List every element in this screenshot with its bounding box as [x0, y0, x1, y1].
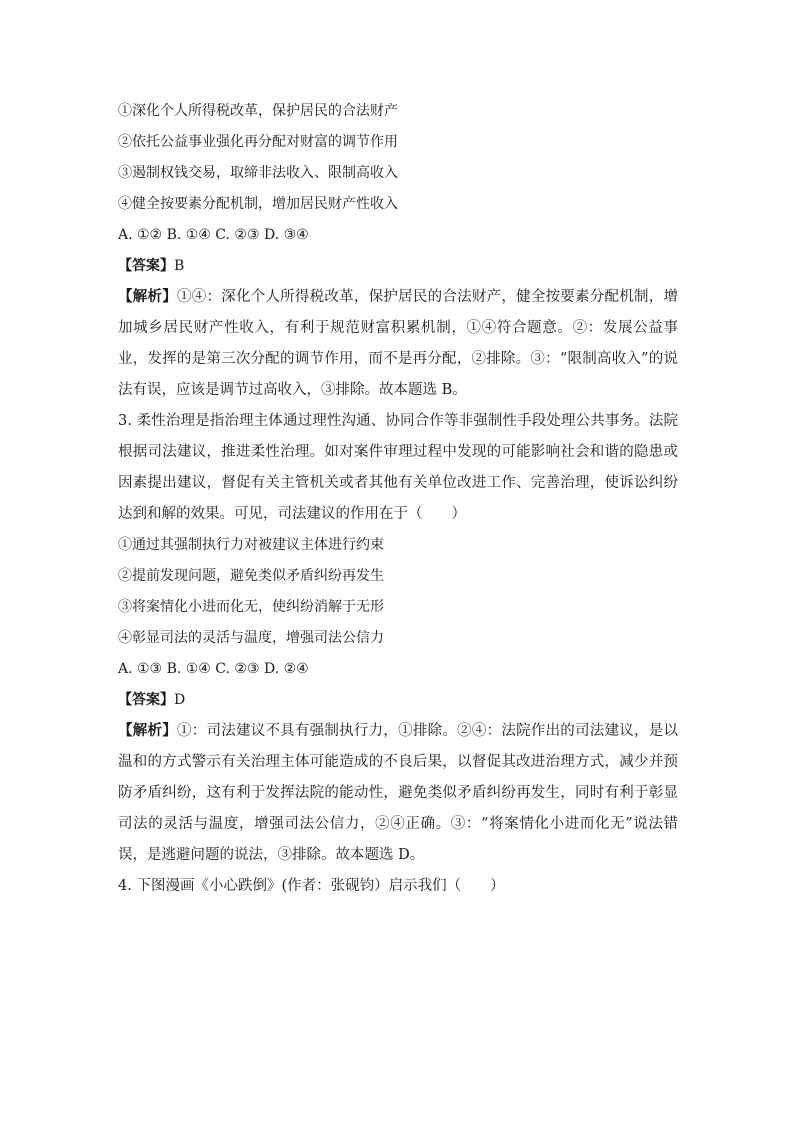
q3-analysis-tag: 【解析】 [118, 723, 177, 739]
q3-analysis [118, 716, 678, 871]
q3-option-2: ②提前发现问题，避免类似矛盾纠纷再发生 [118, 568, 384, 584]
q3-stem: 3. 柔性治理是指治理主体通过理性沟通、协同合作等非强制性手段处理公共事务。法院根据司法建议，推进柔性治理。如对案件审理过程中发现的可能影响社会和谐的隐患或因素提出建议，督促有关主管机关或者其他有关单位改进工作、完善治理，使诉讼纠纷达到和解的效果。可见，司法建议的作用在于（ ） [118, 413, 678, 522]
q2-answer-tag: 【答案】 [118, 258, 174, 274]
q2-choices: A. ①② B. ①④ C. ②③ D. ③④ [118, 227, 309, 243]
q2-option-1: ①深化个人所得税改革，保护居民的合法财产 [118, 103, 398, 119]
q2-option-4: ④健全按要素分配机制，增加居民财产性收入 [118, 196, 398, 212]
q3-choices: A. ①③ B. ①④ C. ②③ D. ②④ [118, 661, 309, 677]
q2-analysis-text: ①④：深化个人所得税改革，保护居民的合法财产，健全按要素分配机制，增加城乡居民财产性收入，有利于规范财富积累机制，①④符合题意。②：发展公益事业，发挥的是第三次分配的调节作用，而不是再分配，②排除。③：“限制高收入”的说法有误，应该是调节过高收入，③排除。故本题选 B。 [118, 289, 679, 398]
q3-option-1: ①通过其强制执行力对被建议主体进行约束 [118, 537, 384, 553]
q2-analysis-tag: 【解析】 [118, 289, 177, 305]
q3-option-3: ③将案情化小进而化无，使纠纷消解于无形 [118, 599, 384, 615]
q2-option-3: ③遏制权钱交易，取缔非法收入、限制高收入 [118, 165, 398, 181]
q3-analysis-text: ①：司法建议不具有强制执行力，①排除。②④：法院作出的司法建议，是以温和的方式警示有关治理主体可能造成的不良后果，以督促其改进治理方式，减少并预防矛盾纠纷，这有利于发挥法院的能动性，避免类似矛盾纠纷再发生，同时有利于彰显司法的灵活与温度，增强司法公信力，②④正确。③：“将案情化小进而化无”说法错误，是逃避问题的说法，③排除。故本题选 D。 [118, 723, 679, 863]
q2-option-2: ②依托公益事业强化再分配对财富的调节作用 [118, 134, 398, 150]
q3-answer-value: D [174, 692, 186, 708]
q2-answer [118, 251, 678, 282]
q4-stem: 4. 下图漫画《小心跌倒》(作者：张砚钧）启示我们（ ） [118, 878, 505, 894]
q2-analysis [118, 282, 678, 406]
q3-answer-tag: 【答案】 [118, 692, 174, 708]
q3-answer [118, 685, 678, 716]
document-page [118, 96, 678, 902]
q3-option-4: ④彰显司法的灵活与温度，增强司法公信力 [118, 630, 384, 646]
q2-answer-value: B [174, 258, 185, 274]
